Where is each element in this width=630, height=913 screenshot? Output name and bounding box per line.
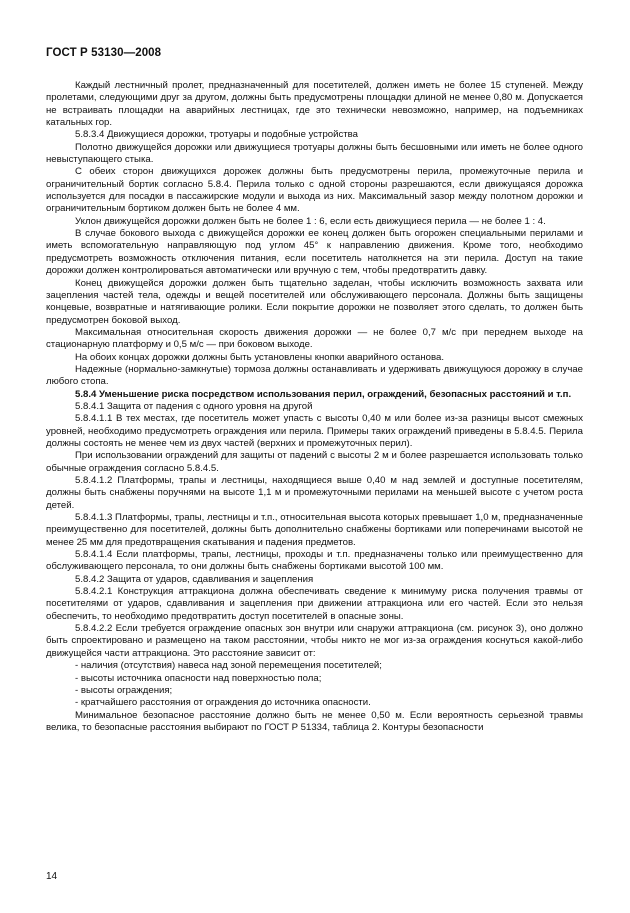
- section-heading: 5.8.4.1 Защита от падения с одного уровня на другой: [75, 400, 313, 412]
- paragraph: 5.8.4.1.2 Платформы, трапы и лестницы, находящиеся выше 0,40 м над землей и доступные посетителям, должны быть снабжены поручнями на высоте 1,1 м и промежуточными перилами на меньшей высоте с учетом роста детей.: [46, 475, 583, 511]
- paragraph: 5.8.4.1.4 Если платформы, трапы, лестницы, проходы и т.п. предназначены только или преимущественно для обслуживающего персонала, то они должны быть снабжены бортиками высотой 100 мм.: [46, 549, 583, 573]
- list-item: - высоты ограждения;: [75, 684, 173, 696]
- list-item: - наличия (отсутствия) навеса над зоной перемещения посетителей;: [75, 660, 382, 672]
- list-item: - кратчайшего расстояния от ограждения до источника опасности.: [75, 697, 371, 709]
- document-header: ГОСТ Р 53130—2008: [46, 47, 162, 59]
- paragraph: Максимальная относительная скорость движения дорожки — не более 0,7 м/с при переднем выходе на стационарную платформу и 0,5 м/с — при боковом выходе.: [46, 326, 583, 351]
- paragraph: С обеих сторон движущихся дорожек должны быть предусмотрены перила, промежуточные перила и ограничительный бортик согласно 5.8.4. Перила только с одной стороны разрешаются, если движущаяся дорожка используется для посадки в пассажирские модули и выхода из них. Максимальный зазор между полотном дорожки и ограничительным бортиком должен быть не более 4 мм.: [46, 166, 583, 215]
- page-number: 14: [46, 871, 58, 882]
- paragraph: 5.8.4.2.2 Если требуется ограждение опасных зон внутри или снаружи аттракциона (см. рисунок 3), оно должно быть спроектировано и размещено на таком расстоянии, чтобы никто не мог из-за ограждения коснуться какой-либо движущейся части аттракциона. Это расстояние зависит от:: [46, 623, 583, 659]
- paragraph: Минимальное безопасное расстояние должно быть не менее 0,50 м. Если вероятность серьезной травмы велика, то безопасные расстояния выбирают по ГОСТ Р 51334, таблица 2. Контуры безопасности: [46, 709, 583, 733]
- paragraph: 5.8.4.2.1 Конструкция аттракциона должна обеспечивать сведение к минимуму риска получения травмы от посетителями от ударов, сдавливания и зацепления при движении аттракциона или его частей. Если это нельзя обеспечить, то необходимо предотвратить доступ посетителей в опасные зоны.: [46, 586, 583, 622]
- document-body: [46, 80, 583, 734]
- section-heading: 5.8.3.4 Движущиеся дорожки, тротуары и подобные устройства: [75, 129, 358, 141]
- list-item: - высоты источника опасности над поверхностью пола;: [75, 672, 322, 684]
- paragraph: Каждый лестничный пролет, предназначенный для посетителей, должен иметь не более 15 ступеней. Между пролетами, следующими друг за другом, должны быть предусмотрены площадки длиной не менее 0,80 м. Допускается не встраивать площадки на аварийных лестницах, где это технически невозможно, например, на подъемниках катальных гор.: [46, 80, 583, 129]
- paragraph: Полотно движущейся дорожки или движущиеся тротуары должны быть бесшовными или иметь не более одного невыступающего стыка.: [46, 141, 583, 166]
- section-heading: 5.8.4.2 Защита от ударов, сдавливания и зацепления: [75, 573, 314, 585]
- paragraph: В случае бокового выхода с движущейся дорожки ее конец должен быть огорожен специальными перилами и иметь вспомогательную направляющую под углом 45° к направлению движения. Кроме того, необходимо предусмотреть возможность отключения питания, если посетитель натолкнется на эти перила. Доступ на такие дорожки должен контролироваться автоматически или вручную с тем, чтобы предотвратить давку.: [46, 228, 583, 277]
- paragraph: Надежные (нормально-замкнутые) тормоза должны останавливать и удерживать движущуюся дорожку в случае любого стопа.: [46, 363, 583, 388]
- paragraph: При использовании ограждений для защиты от падений с высоты 2 м и более разрешается использовать только обычные ограждения согласно 5.8.4.5.: [46, 450, 583, 474]
- paragraph: 5.8.4.1.3 Платформы, трапы, лестницы и т.п., относительная высота которых превышает 1,0 м, предназначенные преимущественно для посетителей, должны быть дополнительно снабжены бортиками или поперечинами высотой не менее 25 мм для предотвращения скатывания и падения предметов.: [46, 512, 583, 548]
- paragraph: 5.8.4.1.1 В тех местах, где посетитель может упасть с высоты 0,40 м или более из-за разницы высот смежных уровней, необходимо предусмотреть ограждения или перила. Примеры таких ограждений приведены в 5.8.4.5. Перила должны состоять не менее чем из двух частей (верхних и промежуточных перил).: [46, 413, 583, 449]
- paragraph: Конец движущейся дорожки должен быть тщательно заделан, чтобы исключить возможность захвата или зацепления частей тела, одежды и вещей посетителей или обслуживающего персонала. Должны быть защищены концевые, возвратные и натягивающие ролики. Если покрытие дорожки не позволяет этого сделать, то должен быть предусмотрен боковой выход.: [46, 277, 583, 326]
- paragraph: На обоих концах дорожки должны быть установлены кнопки аварийного останова.: [75, 351, 445, 363]
- section-heading-bold: 5.8.4 Уменьшение риска посредством использования перил, ограждений, безопасных расстояний и т.п.: [75, 388, 572, 400]
- paragraph: Уклон движущейся дорожки должен быть не более 1 : 6, если есть движущиеся перила — не более 1 : 4.: [75, 215, 546, 227]
